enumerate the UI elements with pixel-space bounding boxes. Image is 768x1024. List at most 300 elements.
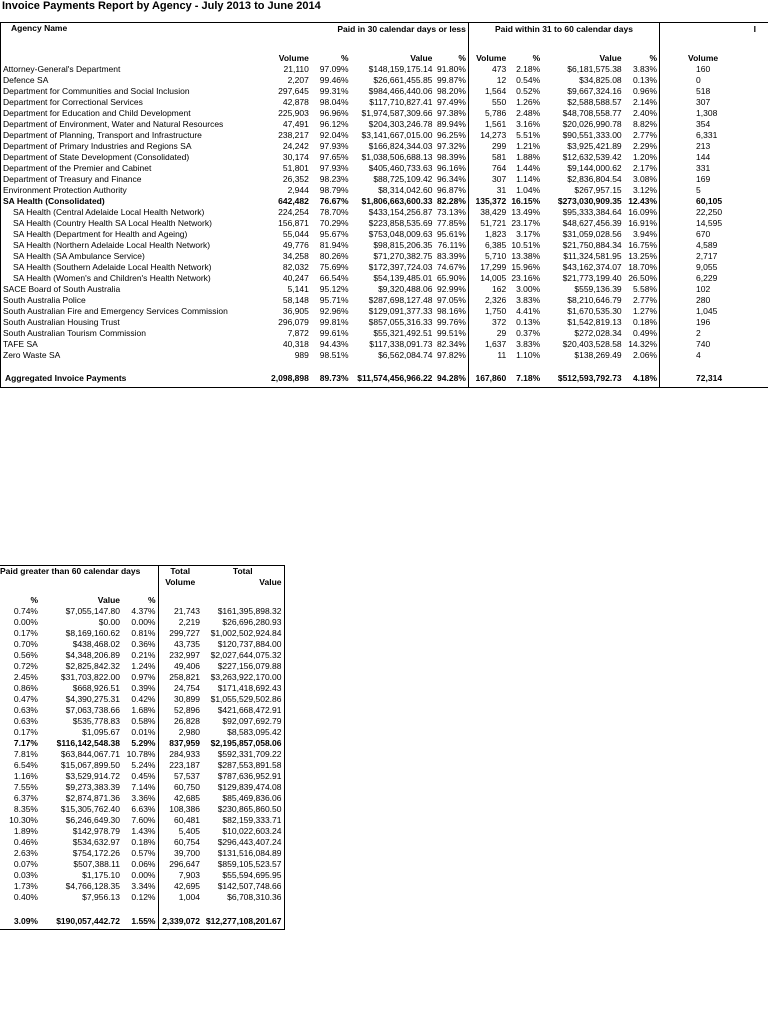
value-61: $4,766,128.35 — [65, 881, 120, 891]
aggregate-row — [0, 913, 284, 930]
value-30: $1,038,506,688.13 — [361, 151, 433, 162]
value-pct-30: 83.39% — [437, 250, 466, 261]
value-pct-61: 1.24% — [122, 661, 158, 672]
table-row — [0, 837, 284, 848]
table-row — [0, 628, 284, 639]
total-value: $129,839,474.08 — [202, 782, 284, 793]
total-volume: 42,695 — [174, 881, 200, 891]
value-30: $98,815,206.35 — [373, 239, 433, 250]
value-30: $8,314,042.60 — [378, 184, 433, 195]
value-60: $9,144,000.62 — [567, 162, 622, 173]
table-row — [0, 859, 284, 870]
volume-61: 6,331 — [696, 129, 718, 140]
agency-name: SA Health (Consolidated) — [1, 196, 270, 207]
aggregate-total-value: $12,277,108,201.67 — [202, 913, 284, 930]
agency-name: Department of Planning, Transport and Infrastructure — [1, 130, 270, 141]
volume-61: 5 — [696, 184, 701, 195]
volume-30: 34,258 — [282, 250, 309, 261]
value-pct-60: 0.13% — [624, 75, 660, 86]
table-row — [1, 130, 768, 141]
total-volume: 5,405 — [178, 826, 200, 836]
volume-60: 307 — [468, 174, 508, 185]
value-30: $984,466,440.06 — [368, 85, 433, 96]
pct-30: 96.12% — [319, 118, 349, 129]
continuation-marker: I — [660, 23, 768, 37]
paid60plus-header: Paid greater than 60 calendar days — [0, 566, 158, 578]
pct-61: 0.72% — [13, 661, 38, 671]
aggregate-pct-30: 89.73% — [311, 371, 351, 388]
report-title: Invoice Payments Report by Agency - July 2013 to June 2014 — [2, 0, 321, 12]
pct-61: 8.35% — [13, 804, 38, 814]
volume-61: 160 — [696, 63, 711, 74]
table-row — [0, 716, 284, 727]
volume-60: 1,637 — [468, 339, 508, 350]
value-pct-60: 8.82% — [624, 119, 660, 130]
pct-60: 23.16% — [511, 272, 541, 283]
value-30: $287,698,127.48 — [368, 294, 433, 305]
value-61: $15,305,762.40 — [60, 804, 120, 814]
value-30: $55,321,492.51 — [373, 327, 433, 338]
volume-61: 2,717 — [696, 250, 718, 261]
value-pct-30: 98.39% — [437, 151, 466, 162]
value-pct-30: 98.16% — [437, 305, 466, 316]
value-61: $7,956.13 — [82, 892, 120, 902]
value-pct-61: 6.63% — [122, 804, 158, 815]
volume-61: 22,250 — [696, 206, 723, 217]
volume-60: 550 — [468, 97, 508, 108]
value-pct-61: 0.00% — [122, 617, 158, 628]
col-value-30: Value — [410, 52, 433, 63]
pct-61: 0.63% — [13, 705, 38, 715]
pct-61: 7.81% — [13, 749, 38, 759]
volume-60: 1,823 — [468, 229, 508, 240]
total-volume: 1,004 — [178, 892, 200, 902]
table-row — [1, 141, 768, 152]
pct-60: 15.96% — [511, 261, 541, 272]
pct-60: 0.52% — [516, 85, 541, 96]
col-valpct-30: % — [458, 52, 466, 63]
value-pct-61: 3.36% — [122, 793, 158, 804]
table-row — [0, 727, 284, 738]
total-volume: 299,727 — [169, 628, 200, 638]
value-30: $6,562,084.74 — [378, 349, 433, 360]
value-pct-61: 0.57% — [122, 848, 158, 859]
agency-name: SACE Board of South Australia — [1, 284, 270, 295]
pct-61: 0.00% — [13, 617, 38, 627]
value-30: $166,824,344.03 — [368, 140, 433, 151]
report-table-top — [0, 22, 768, 388]
volume-61: 518 — [696, 85, 711, 96]
volume-60: 12 — [468, 75, 508, 86]
total-value-header-2: Value — [202, 577, 284, 595]
value-pct-60: 0.96% — [624, 86, 660, 97]
table-row — [0, 705, 284, 716]
value-61: $15,067,899.50 — [60, 760, 120, 770]
pct-60: 3.83% — [516, 338, 541, 349]
total-value: $859,105,523.57 — [202, 859, 284, 870]
value-pct-61: 3.34% — [122, 881, 158, 892]
pct-61: 2.63% — [13, 848, 38, 858]
value-pct-60: 2.77% — [624, 130, 660, 141]
value-30: $3,141,667,015.00 — [361, 129, 433, 140]
pct-61: 0.63% — [13, 716, 38, 726]
volume-61: 0 — [696, 74, 701, 85]
volume-30: 47,491 — [282, 118, 309, 129]
value-60: $11,324,581.95 — [563, 250, 622, 261]
value-pct-60: 3.12% — [624, 185, 660, 196]
paid30-header: Paid in 30 calendar days or less — [269, 23, 468, 37]
value-60: $138,269.49 — [574, 349, 622, 360]
pct-60: 5.51% — [516, 129, 541, 140]
aggregate-value-pct-61: 1.55% — [122, 913, 158, 930]
agency-name: South Australian Fire and Emergency Services Commission — [1, 306, 270, 317]
volume-60: 14,005 — [468, 273, 508, 284]
volume-60: 299 — [468, 141, 508, 152]
total-volume: 57,537 — [174, 771, 200, 781]
table-row — [0, 848, 284, 859]
pct-61: 0.17% — [13, 628, 38, 638]
aggregate-label: Aggregated Invoice Payments — [1, 371, 270, 388]
value-61: $1,095.67 — [82, 727, 120, 737]
pct-61: 0.40% — [13, 892, 38, 902]
volume-60: 31 — [468, 185, 508, 196]
total-value: $120,737,884.00 — [202, 639, 284, 650]
value-61: $535,778.83 — [72, 716, 120, 726]
volume-30: 2,207 — [287, 74, 309, 85]
table-row — [1, 273, 768, 284]
table-row — [1, 86, 768, 97]
value-60: $90,551,333.00 — [562, 129, 622, 140]
value-60: $43,162,374.07 — [562, 261, 622, 272]
value-60: $1,542,819.13 — [567, 316, 622, 327]
pct-30: 81.94% — [319, 239, 349, 250]
table-row — [0, 760, 284, 771]
pct-30: 99.46% — [319, 74, 349, 85]
value-pct-30: 99.76% — [437, 316, 466, 327]
table-row — [1, 229, 768, 240]
pct-61: 2.45% — [13, 672, 38, 682]
value-pct-61: 1.43% — [122, 826, 158, 837]
value-61: $534,632.97 — [72, 837, 120, 847]
volume-60: 1,564 — [468, 86, 508, 97]
table-row — [0, 793, 284, 804]
table-row — [0, 639, 284, 650]
table-row — [1, 196, 768, 207]
pct-60: 16.15% — [511, 195, 541, 206]
value-pct-61: 4.37% — [122, 606, 158, 617]
volume-30: 989 — [294, 349, 309, 360]
value-pct-60: 16.75% — [624, 240, 660, 251]
value-pct-30: 65.90% — [437, 272, 466, 283]
total-volume: 2,219 — [178, 617, 200, 627]
volume-60: 5,786 — [468, 108, 508, 119]
value-pct-30: 97.49% — [437, 96, 466, 107]
volume-60: 51,721 — [468, 218, 508, 229]
pct-61: 0.56% — [13, 650, 38, 660]
pct-30: 96.96% — [319, 107, 349, 118]
total-value: $2,027,644,075.32 — [202, 650, 284, 661]
value-pct-30: 96.16% — [437, 162, 466, 173]
pct-60: 13.49% — [511, 206, 541, 217]
total-value: $55,594,695.95 — [202, 870, 284, 881]
volume-61: 102 — [696, 283, 711, 294]
table-row — [1, 185, 768, 196]
agency-name: SA Health (SA Ambulance Service) — [1, 251, 270, 262]
value-61: $2,825,842.32 — [65, 661, 120, 671]
aggregate-total-volume: 2,339,072 — [158, 913, 202, 930]
col-pct-61: % — [30, 595, 38, 605]
pct-30: 66.54% — [319, 272, 349, 283]
total-value: $26,696,280.93 — [202, 617, 284, 628]
volume-30: 156,871 — [278, 217, 309, 228]
value-30: $9,320,488.06 — [378, 283, 433, 294]
value-30: $54,139,485.01 — [373, 272, 433, 283]
value-pct-60: 16.09% — [624, 207, 660, 218]
volume-61: 1,045 — [696, 305, 718, 316]
value-pct-60: 12.43% — [624, 196, 660, 207]
table-row — [0, 782, 284, 793]
value-30: $1,974,587,309.66 — [361, 107, 433, 118]
value-pct-61: 0.00% — [122, 870, 158, 881]
aggregate-value-60: $512,593,792.73 — [542, 371, 623, 388]
volume-30: 5,141 — [287, 283, 309, 294]
pct-30: 97.93% — [319, 140, 349, 151]
aggregate-volume-30: 2,098,898 — [269, 371, 311, 388]
value-60: $48,708,558.77 — [562, 107, 622, 118]
total-value: $787,636,952.91 — [202, 771, 284, 782]
pct-60: 10.51% — [511, 239, 541, 250]
value-pct-30: 96.87% — [437, 184, 466, 195]
pct-30: 99.31% — [319, 85, 349, 96]
volume-61: 213 — [696, 140, 711, 151]
total-value: $10,022,603.24 — [202, 826, 284, 837]
value-pct-61: 7.60% — [122, 815, 158, 826]
volume-61: 4 — [696, 349, 701, 360]
pct-60: 0.37% — [516, 327, 541, 338]
pct-61: 7.55% — [13, 782, 38, 792]
total-value: $8,583,095.42 — [202, 727, 284, 738]
total-volume-header-1: Total — [158, 566, 202, 578]
col-volume-61: Volume — [688, 52, 719, 63]
table-row — [1, 350, 768, 361]
value-pct-30: 76.11% — [437, 239, 466, 250]
aggregate-pct-60: 7.18% — [508, 371, 542, 388]
total-volume: 49,406 — [174, 661, 200, 671]
table-row — [0, 683, 284, 694]
total-value-header-1: Total — [202, 566, 284, 578]
col-pct-30: % — [341, 52, 349, 63]
value-pct-60: 2.17% — [624, 163, 660, 174]
volume-30: 2,944 — [287, 184, 309, 195]
agency-name: Department for Correctional Services — [1, 97, 270, 108]
value-pct-61: 0.45% — [122, 771, 158, 782]
volume-30: 49,776 — [282, 239, 309, 250]
pct-30: 80.26% — [319, 250, 349, 261]
total-value: $92,097,692.79 — [202, 716, 284, 727]
value-60: $559,136.39 — [574, 283, 622, 294]
value-61: $668,926.51 — [72, 683, 120, 693]
value-pct-60: 26.50% — [624, 273, 660, 284]
agency-name: SA Health (Country Health SA Local Health Network) — [1, 218, 270, 229]
table-row — [0, 881, 284, 892]
volume-61: 196 — [696, 316, 711, 327]
pct-60: 0.54% — [516, 74, 541, 85]
aggregate-row — [1, 371, 768, 388]
table-row — [1, 284, 768, 295]
volume-60: 2,326 — [468, 295, 508, 306]
value-pct-30: 96.25% — [437, 129, 466, 140]
volume-61: 169 — [696, 173, 711, 184]
volume-61: 280 — [696, 294, 711, 305]
volume-30: 24,242 — [282, 140, 309, 151]
total-value: $142,507,748.66 — [202, 881, 284, 892]
volume-30: 238,217 — [278, 129, 309, 140]
value-pct-30: 92.99% — [437, 283, 466, 294]
total-value: $230,865,860.50 — [202, 804, 284, 815]
total-volume: 26,828 — [174, 716, 200, 726]
table-row — [0, 892, 284, 903]
agency-name: Department of the Premier and Cabinet — [1, 163, 270, 174]
total-value: $1,055,529,502.86 — [202, 694, 284, 705]
value-pct-30: 97.05% — [437, 294, 466, 305]
report-table-bottom — [0, 565, 285, 930]
table-row — [1, 328, 768, 339]
value-30: $71,270,382.75 — [373, 250, 433, 261]
value-pct-61: 0.97% — [122, 672, 158, 683]
value-61: $4,390,275.31 — [65, 694, 120, 704]
pct-61: 0.07% — [13, 859, 38, 869]
table-row — [1, 108, 768, 119]
value-61: $142,978.79 — [72, 826, 120, 836]
volume-60: 17,299 — [468, 262, 508, 273]
volume-60: 14,273 — [468, 130, 508, 141]
table-row — [1, 339, 768, 350]
table-row — [1, 207, 768, 218]
aggregate-value-pct-30: 94.28% — [434, 371, 468, 388]
value-30: $753,048,009.63 — [368, 228, 433, 239]
value-pct-61: 7.14% — [122, 782, 158, 793]
value-60: $9,667,324.16 — [567, 85, 622, 96]
pct-30: 98.79% — [319, 184, 349, 195]
value-60: $95,333,384.64 — [562, 206, 622, 217]
volume-61: 1,308 — [696, 107, 718, 118]
pct-60: 3.00% — [516, 283, 541, 294]
pct-30: 95.71% — [319, 294, 349, 305]
value-60: $48,627,456.39 — [562, 217, 622, 228]
volume-30: 7,872 — [287, 327, 309, 338]
value-61: $63,844,067.71 — [60, 749, 120, 759]
value-pct-30: 97.38% — [437, 107, 466, 118]
value-pct-60: 13.25% — [624, 251, 660, 262]
value-61: $116,142,548.38 — [56, 738, 120, 748]
volume-30: 40,247 — [282, 272, 309, 283]
agency-name: SA Health (Women's and Children's Health Network) — [1, 273, 270, 284]
total-volume: 296,647 — [169, 859, 200, 869]
agency-name: Attorney-General's Department — [1, 64, 270, 75]
total-volume: 232,997 — [169, 650, 200, 660]
value-61: $507,388.11 — [73, 859, 120, 869]
pct-30: 94.43% — [319, 338, 349, 349]
value-30: $26,661,455.85 — [373, 74, 433, 85]
volume-61: 670 — [696, 228, 711, 239]
value-pct-61: 1.68% — [122, 705, 158, 716]
pct-61: 0.46% — [13, 837, 38, 847]
total-volume: 7,903 — [178, 870, 200, 880]
agency-name: Defence SA — [1, 75, 270, 86]
table-row — [1, 295, 768, 306]
total-volume-header-2: Volume — [165, 577, 196, 587]
total-value: $3,263,922,170.00 — [202, 672, 284, 683]
volume-30: 58,148 — [282, 294, 309, 305]
table-row — [1, 163, 768, 174]
value-pct-30: 82.34% — [437, 338, 466, 349]
value-61: $8,169,160.62 — [65, 628, 120, 638]
table-row — [0, 815, 284, 826]
pct-61: 0.47% — [13, 694, 38, 704]
col-volume-60: Volume — [468, 53, 508, 64]
volume-30: 36,905 — [282, 305, 309, 316]
pct-60: 2.48% — [516, 107, 541, 118]
value-61: $7,055,147.80 — [65, 606, 120, 616]
volume-30: 21,110 — [283, 63, 309, 74]
value-pct-30: 74.67% — [437, 261, 466, 272]
value-pct-30: 96.34% — [437, 173, 466, 184]
volume-61: 9,055 — [696, 261, 718, 272]
value-30: $204,303,246.78 — [368, 118, 433, 129]
value-pct-61: 0.42% — [122, 694, 158, 705]
volume-61: 6,229 — [696, 272, 718, 283]
total-value: $85,469,836.06 — [202, 793, 284, 804]
table-row — [0, 804, 284, 815]
agency-name-header: Agency Name — [1, 23, 270, 53]
total-value: $161,395,898.32 — [202, 606, 284, 617]
aggregate-volume-61: 72,314 — [660, 371, 768, 388]
pct-61: 0.86% — [13, 683, 38, 693]
volume-61: 14,595 — [696, 217, 723, 228]
table-row — [0, 694, 284, 705]
pct-30: 95.12% — [319, 283, 349, 294]
table-row — [0, 738, 284, 749]
value-61: $4,348,206.89 — [65, 650, 120, 660]
pct-30: 98.23% — [319, 173, 349, 184]
agency-name: South Australian Housing Trust — [1, 317, 270, 328]
pct-30: 98.51% — [319, 349, 349, 360]
pct-30: 97.09% — [319, 63, 349, 74]
value-60: $31,059,028.56 — [562, 228, 622, 239]
volume-30: 642,482 — [278, 195, 309, 206]
total-value: $592,331,709.22 — [202, 749, 284, 760]
col-value-60: Value — [599, 52, 622, 63]
value-60: $12,632,539.42 — [562, 151, 622, 162]
volume-61: 60,105 — [696, 195, 723, 206]
pct-30: 97.93% — [319, 162, 349, 173]
volume-61: 331 — [696, 162, 711, 173]
volume-30: 296,079 — [278, 316, 309, 327]
value-pct-61: 5.24% — [122, 760, 158, 771]
table-row — [1, 75, 768, 86]
pct-60: 1.21% — [516, 140, 541, 151]
agency-name: Department of State Development (Consolidated) — [1, 152, 270, 163]
pct-60: 1.14% — [516, 173, 541, 184]
value-30: $129,091,377.33 — [368, 305, 433, 316]
value-pct-30: 77.85% — [437, 217, 466, 228]
pct-30: 70.29% — [319, 217, 349, 228]
value-pct-30: 89.94% — [437, 118, 466, 129]
aggregate-value-pct-60: 4.18% — [624, 371, 660, 388]
volume-60: 6,385 — [468, 240, 508, 251]
total-value: $6,708,310.36 — [202, 892, 284, 903]
value-pct-60: 3.83% — [624, 64, 660, 75]
